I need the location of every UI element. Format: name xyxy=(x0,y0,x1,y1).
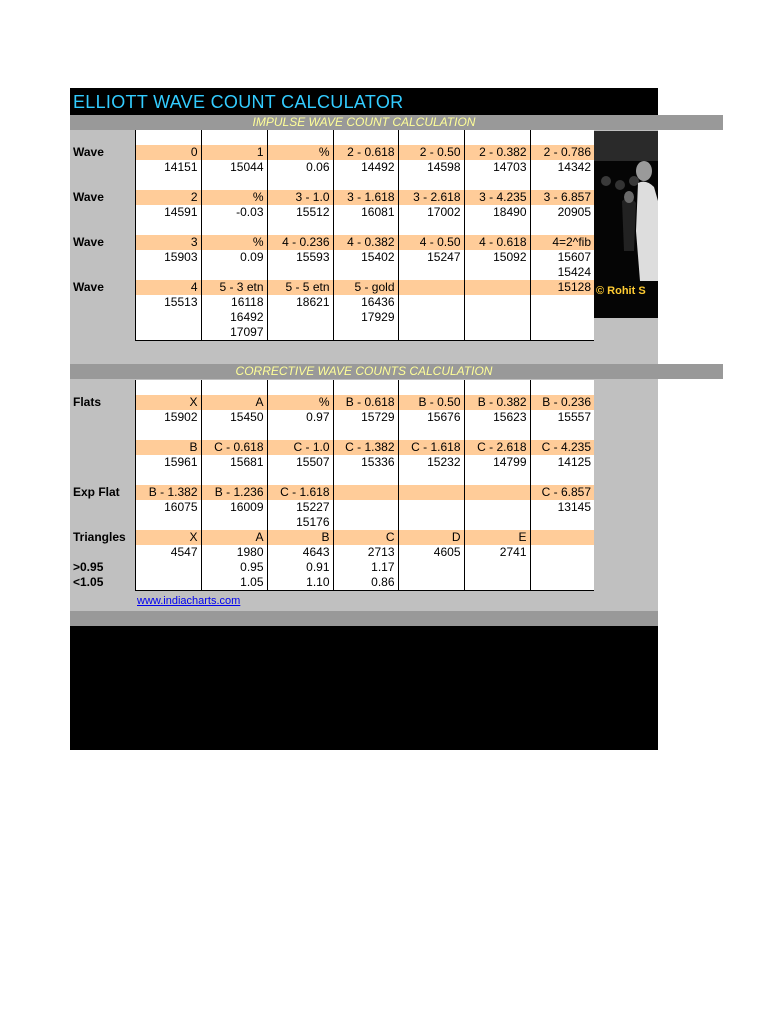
impulse-cell[interactable]: 5 - 3 etn xyxy=(201,280,267,295)
impulse-row xyxy=(70,220,594,235)
impulse-cell[interactable] xyxy=(267,175,333,190)
corrective-cell[interactable]: C - 6.857 xyxy=(530,485,594,500)
impulse-cell[interactable]: 3 xyxy=(135,235,201,250)
corrective-cell[interactable]: C xyxy=(333,530,398,545)
impulse-cell[interactable] xyxy=(464,265,530,280)
impulse-cell[interactable] xyxy=(464,175,530,190)
corrective-cell[interactable]: 16075 xyxy=(135,500,201,515)
corrective-cell[interactable]: 15557 xyxy=(530,410,594,425)
corrective-cell[interactable] xyxy=(267,425,333,440)
corrective-row-label xyxy=(70,380,135,395)
impulse-cell[interactable]: 15092 xyxy=(464,250,530,265)
corrective-cell[interactable] xyxy=(530,515,594,530)
corrective-row xyxy=(70,515,594,530)
corrective-cell[interactable] xyxy=(398,575,464,591)
impulse-cell[interactable]: 0.06 xyxy=(267,160,333,175)
impulse-cell[interactable]: 14591 xyxy=(135,205,201,220)
impulse-row-label xyxy=(70,160,135,175)
corrective-cell[interactable] xyxy=(398,515,464,530)
impulse-row-label xyxy=(70,325,135,341)
impulse-cell[interactable]: 18490 xyxy=(464,205,530,220)
impulse-row-label xyxy=(70,205,135,220)
corrective-cell[interactable]: 15681 xyxy=(201,455,267,470)
corrective-cell[interactable] xyxy=(201,380,267,395)
corrective-cell[interactable]: 4643 xyxy=(267,545,333,560)
impulse-cell[interactable] xyxy=(530,130,594,145)
impulse-row-label xyxy=(70,265,135,280)
corrective-cell[interactable]: B xyxy=(135,440,201,455)
impulse-section-title: IMPULSE WAVE COUNT CALCULATION xyxy=(252,115,476,129)
impulse-cell[interactable] xyxy=(267,220,333,235)
corrective-cell[interactable]: 15623 xyxy=(464,410,530,425)
impulse-cell[interactable]: 15424 xyxy=(530,265,594,280)
corrective-cell[interactable]: 0.91 xyxy=(267,560,333,575)
corrective-cell[interactable] xyxy=(333,485,398,500)
corrective-section-title: CORRECTIVE WAVE COUNTS CALCULATION xyxy=(235,364,493,378)
page-title: ELLIOTT WAVE COUNT CALCULATOR xyxy=(73,92,404,112)
corrective-cell[interactable] xyxy=(201,425,267,440)
impulse-row xyxy=(70,145,594,160)
impulse-cell[interactable]: 15593 xyxy=(267,250,333,265)
impulse-row-label: Wave xyxy=(70,145,135,160)
corrective-cell[interactable] xyxy=(464,425,530,440)
impulse-row-label xyxy=(70,220,135,235)
corrective-cell[interactable] xyxy=(201,470,267,485)
corrective-cell[interactable] xyxy=(135,380,201,395)
corrective-row xyxy=(70,455,594,470)
corrective-row xyxy=(70,425,594,440)
impulse-cell[interactable] xyxy=(530,295,594,310)
impulse-cell[interactable]: 3 - 1.0 xyxy=(267,190,333,205)
corrective-cell[interactable]: B - 0.382 xyxy=(464,395,530,410)
impulse-row xyxy=(70,130,594,145)
impulse-row-label xyxy=(70,310,135,325)
corrective-cell[interactable] xyxy=(267,380,333,395)
corrective-cell[interactable]: 1.10 xyxy=(267,575,333,591)
impulse-cell[interactable]: 16118 xyxy=(201,295,267,310)
corrective-cell[interactable]: B - 1.236 xyxy=(201,485,267,500)
corrective-cell[interactable] xyxy=(333,500,398,515)
impulse-cell[interactable] xyxy=(530,325,594,341)
corrective-cell[interactable] xyxy=(398,485,464,500)
corrective-row-label: >0.95 xyxy=(70,560,135,575)
impulse-cell[interactable] xyxy=(464,220,530,235)
corrective-cell[interactable] xyxy=(464,500,530,515)
corrective-cell[interactable] xyxy=(464,575,530,591)
impulse-cell[interactable]: 2 - 0.618 xyxy=(333,145,398,160)
corrective-row xyxy=(70,410,594,425)
corrective-row-label xyxy=(70,410,135,425)
impulse-cell[interactable] xyxy=(398,220,464,235)
corrective-row xyxy=(70,575,594,591)
corrective-cell[interactable]: X xyxy=(135,530,201,545)
corrective-cell[interactable]: 14125 xyxy=(530,455,594,470)
corrective-cell[interactable]: B - 0.236 xyxy=(530,395,594,410)
indiacharts-link[interactable]: www.indiacharts.com xyxy=(137,595,241,607)
impulse-cell[interactable] xyxy=(398,130,464,145)
corrective-cell[interactable] xyxy=(530,575,594,591)
impulse-cell[interactable] xyxy=(135,310,201,325)
impulse-row-label xyxy=(70,130,135,145)
impulse-cell[interactable]: 15607 xyxy=(530,250,594,265)
corrective-cell[interactable]: A xyxy=(201,395,267,410)
impulse-cell[interactable] xyxy=(135,325,201,341)
impulse-cell[interactable] xyxy=(398,175,464,190)
impulse-row xyxy=(70,175,594,190)
corrective-cell[interactable]: 0.95 xyxy=(201,560,267,575)
corrective-cell[interactable]: 15729 xyxy=(333,410,398,425)
corrective-cell[interactable]: X xyxy=(135,395,201,410)
corrective-cell[interactable] xyxy=(530,380,594,395)
corrective-cell[interactable]: C - 1.0 xyxy=(267,440,333,455)
impulse-cell[interactable] xyxy=(530,310,594,325)
impulse-cell[interactable]: 14492 xyxy=(333,160,398,175)
impulse-cell[interactable]: 16492 xyxy=(201,310,267,325)
corrective-cell[interactable] xyxy=(530,530,594,545)
impulse-cell[interactable] xyxy=(333,220,398,235)
impulse-row xyxy=(70,250,594,265)
impulse-cell[interactable] xyxy=(201,175,267,190)
impulse-cell[interactable] xyxy=(333,325,398,341)
impulse-cell[interactable]: 4 - 0.382 xyxy=(333,235,398,250)
impulse-cell[interactable] xyxy=(135,265,201,280)
impulse-row-label xyxy=(70,250,135,265)
corrective-cell[interactable]: B - 0.618 xyxy=(333,395,398,410)
impulse-cell[interactable]: 1 xyxy=(201,145,267,160)
impulse-cell[interactable] xyxy=(267,325,333,341)
copyright-text: © Rohit S xyxy=(596,285,646,297)
impulse-row xyxy=(70,310,594,325)
corrective-row-label xyxy=(70,455,135,470)
impulse-cell[interactable]: 4 xyxy=(135,280,201,295)
impulse-cell[interactable]: % xyxy=(201,235,267,250)
impulse-cell[interactable] xyxy=(267,265,333,280)
corrective-row xyxy=(70,545,594,560)
corrective-cell[interactable] xyxy=(464,380,530,395)
corrective-cell[interactable] xyxy=(135,575,201,591)
impulse-cell[interactable]: 5 - gold xyxy=(333,280,398,295)
corrective-cell[interactable]: 4605 xyxy=(398,545,464,560)
impulse-cell[interactable]: 16081 xyxy=(333,205,398,220)
corrective-row xyxy=(70,440,594,455)
corrective-cell[interactable] xyxy=(398,500,464,515)
corrective-row xyxy=(70,530,594,545)
impulse-cell[interactable]: 17002 xyxy=(398,205,464,220)
corrective-cell[interactable]: 4547 xyxy=(135,545,201,560)
corrective-row xyxy=(70,485,594,500)
impulse-cell[interactable] xyxy=(333,175,398,190)
impulse-cell[interactable]: 5 - 5 etn xyxy=(267,280,333,295)
corrective-cell[interactable] xyxy=(333,515,398,530)
corrective-cell[interactable]: C - 0.618 xyxy=(201,440,267,455)
corrective-cell[interactable]: 13145 xyxy=(530,500,594,515)
corrective-row-label xyxy=(70,500,135,515)
impulse-table xyxy=(70,130,594,341)
impulse-cell[interactable] xyxy=(464,130,530,145)
impulse-cell[interactable]: 17929 xyxy=(333,310,398,325)
impulse-cell[interactable]: 15044 xyxy=(201,160,267,175)
impulse-cell[interactable] xyxy=(398,295,464,310)
impulse-cell[interactable]: 2 - 0.382 xyxy=(464,145,530,160)
corrective-cell[interactable]: 15232 xyxy=(398,455,464,470)
black-footer xyxy=(70,626,658,750)
corrective-cell[interactable]: E xyxy=(464,530,530,545)
impulse-cell[interactable]: 15512 xyxy=(267,205,333,220)
corrective-cell[interactable]: 1.05 xyxy=(201,575,267,591)
corrective-cell[interactable] xyxy=(333,470,398,485)
corrective-cell[interactable]: 15176 xyxy=(267,515,333,530)
corrective-cell[interactable]: B - 0.50 xyxy=(398,395,464,410)
corrective-row-label: <1.05 xyxy=(70,575,135,591)
impulse-cell[interactable] xyxy=(135,130,201,145)
impulse-row xyxy=(70,265,594,280)
impulse-cell[interactable]: % xyxy=(201,190,267,205)
corrective-cell[interactable] xyxy=(135,470,201,485)
corrective-cell[interactable] xyxy=(530,470,594,485)
corrective-row-label xyxy=(70,425,135,440)
impulse-row xyxy=(70,280,594,295)
corrective-cell[interactable] xyxy=(398,380,464,395)
corrective-cell[interactable] xyxy=(530,425,594,440)
impulse-cell[interactable]: 15128 xyxy=(530,280,594,295)
impulse-cell[interactable] xyxy=(201,265,267,280)
corrective-cell[interactable]: B - 1.382 xyxy=(135,485,201,500)
author-photo xyxy=(594,131,658,318)
impulse-cell[interactable] xyxy=(135,175,201,190)
corrective-cell[interactable]: 0.86 xyxy=(333,575,398,591)
corrective-section-bar xyxy=(70,364,723,379)
corrective-cell[interactable]: 15227 xyxy=(267,500,333,515)
corrective-cell[interactable]: C - 1.618 xyxy=(398,440,464,455)
corrective-cell[interactable]: 14799 xyxy=(464,455,530,470)
impulse-cell[interactable]: 15402 xyxy=(333,250,398,265)
impulse-row xyxy=(70,325,594,341)
corrective-cell[interactable] xyxy=(398,425,464,440)
corrective-cell[interactable] xyxy=(530,560,594,575)
impulse-cell[interactable] xyxy=(398,280,464,295)
impulse-row xyxy=(70,190,594,205)
impulse-cell[interactable]: 17097 xyxy=(201,325,267,341)
corrective-cell[interactable]: 15676 xyxy=(398,410,464,425)
impulse-cell[interactable]: 20905 xyxy=(530,205,594,220)
corrective-cell[interactable] xyxy=(333,425,398,440)
corrective-row-label: Exp Flat xyxy=(70,485,135,500)
impulse-cell[interactable] xyxy=(464,295,530,310)
corrective-row xyxy=(70,380,594,395)
impulse-cell[interactable]: 0 xyxy=(135,145,201,160)
impulse-cell[interactable] xyxy=(530,175,594,190)
corrective-cell[interactable]: C - 1.618 xyxy=(267,485,333,500)
corrective-cell[interactable] xyxy=(464,560,530,575)
impulse-cell[interactable] xyxy=(398,310,464,325)
corrective-cell[interactable]: C - 1.382 xyxy=(333,440,398,455)
corrective-cell[interactable] xyxy=(201,515,267,530)
corrective-cell[interactable] xyxy=(398,470,464,485)
impulse-row xyxy=(70,160,594,175)
corrective-row-label xyxy=(70,470,135,485)
impulse-cell[interactable]: 14598 xyxy=(398,160,464,175)
impulse-cell[interactable] xyxy=(398,265,464,280)
impulse-cell[interactable]: 3 - 4.235 xyxy=(464,190,530,205)
corrective-cell[interactable] xyxy=(530,545,594,560)
impulse-cell[interactable] xyxy=(201,220,267,235)
corrective-cell[interactable] xyxy=(135,425,201,440)
corrective-row xyxy=(70,395,594,410)
corrective-cell[interactable]: C - 4.235 xyxy=(530,440,594,455)
impulse-cell[interactable] xyxy=(464,280,530,295)
impulse-row-label xyxy=(70,175,135,190)
corrective-cell[interactable]: B xyxy=(267,530,333,545)
impulse-cell[interactable]: 4=2^fib xyxy=(530,235,594,250)
impulse-cell[interactable]: 2 - 0.50 xyxy=(398,145,464,160)
corrective-row-label: Flats xyxy=(70,395,135,410)
corrective-row xyxy=(70,560,594,575)
impulse-row-label: Wave xyxy=(70,190,135,205)
impulse-cell[interactable]: 15247 xyxy=(398,250,464,265)
impulse-cell[interactable]: 0.09 xyxy=(201,250,267,265)
corrective-row-label xyxy=(70,545,135,560)
corrective-cell[interactable]: C - 2.618 xyxy=(464,440,530,455)
corrective-cell[interactable]: 15450 xyxy=(201,410,267,425)
corrective-cell[interactable] xyxy=(135,560,201,575)
impulse-cell[interactable]: 4 - 0.236 xyxy=(267,235,333,250)
corrective-cell[interactable] xyxy=(135,515,201,530)
impulse-cell[interactable]: 3 - 1.618 xyxy=(333,190,398,205)
impulse-cell[interactable]: 16436 xyxy=(333,295,398,310)
corrective-row-label xyxy=(70,440,135,455)
impulse-cell[interactable] xyxy=(135,220,201,235)
corrective-row xyxy=(70,500,594,515)
corrective-cell[interactable]: 0.97 xyxy=(267,410,333,425)
corrective-cell[interactable]: 16009 xyxy=(201,500,267,515)
impulse-cell[interactable]: 4 - 0.50 xyxy=(398,235,464,250)
corrective-cell[interactable]: 2741 xyxy=(464,545,530,560)
impulse-cell[interactable]: 3 - 2.618 xyxy=(398,190,464,205)
impulse-cell[interactable]: % xyxy=(267,145,333,160)
corrective-cell[interactable]: D xyxy=(398,530,464,545)
impulse-cell[interactable] xyxy=(464,310,530,325)
impulse-cell[interactable]: -0.03 xyxy=(201,205,267,220)
impulse-row xyxy=(70,295,594,310)
title-bar xyxy=(70,88,658,115)
corrective-cell[interactable] xyxy=(333,380,398,395)
impulse-cell[interactable]: 15903 xyxy=(135,250,201,265)
impulse-row-label: Wave xyxy=(70,280,135,295)
impulse-cell[interactable] xyxy=(201,130,267,145)
impulse-cell[interactable] xyxy=(530,220,594,235)
impulse-cell[interactable]: 2 - 0.786 xyxy=(530,145,594,160)
impulse-cell[interactable]: 15513 xyxy=(135,295,201,310)
impulse-cell[interactable]: 4 - 0.618 xyxy=(464,235,530,250)
impulse-cell[interactable] xyxy=(267,310,333,325)
corrective-cell[interactable]: 15961 xyxy=(135,455,201,470)
impulse-cell[interactable] xyxy=(464,325,530,341)
corrective-cell[interactable] xyxy=(464,515,530,530)
corrective-row-label: Triangles xyxy=(70,530,135,545)
impulse-section-bar xyxy=(70,115,723,130)
corrective-cell[interactable]: 1.17 xyxy=(333,560,398,575)
impulse-row-label xyxy=(70,295,135,310)
impulse-cell[interactable]: 2 xyxy=(135,190,201,205)
impulse-cell[interactable] xyxy=(333,265,398,280)
corrective-cell[interactable] xyxy=(398,560,464,575)
impulse-cell[interactable]: 3 - 6.857 xyxy=(530,190,594,205)
impulse-cell[interactable]: 14342 xyxy=(530,160,594,175)
impulse-cell[interactable] xyxy=(333,130,398,145)
impulse-row xyxy=(70,205,594,220)
footer-bar xyxy=(70,611,658,626)
corrective-cell[interactable]: 1980 xyxy=(201,545,267,560)
impulse-cell[interactable]: 18621 xyxy=(267,295,333,310)
impulse-row xyxy=(70,235,594,250)
corrective-cell[interactable]: 2713 xyxy=(333,545,398,560)
impulse-row-label: Wave xyxy=(70,235,135,250)
corrective-cell[interactable] xyxy=(267,470,333,485)
corrective-cell[interactable]: 15336 xyxy=(333,455,398,470)
corrective-cell[interactable]: 15507 xyxy=(267,455,333,470)
corrective-cell[interactable]: A xyxy=(201,530,267,545)
impulse-cell[interactable]: 14151 xyxy=(135,160,201,175)
impulse-cell[interactable] xyxy=(398,325,464,341)
corrective-table xyxy=(70,380,594,591)
impulse-cell[interactable]: 14703 xyxy=(464,160,530,175)
corrective-cell[interactable]: % xyxy=(267,395,333,410)
corrective-row xyxy=(70,470,594,485)
corrective-cell[interactable] xyxy=(464,470,530,485)
corrective-cell[interactable] xyxy=(464,485,530,500)
impulse-cell[interactable] xyxy=(267,130,333,145)
corrective-row-label xyxy=(70,515,135,530)
corrective-cell[interactable]: 15902 xyxy=(135,410,201,425)
